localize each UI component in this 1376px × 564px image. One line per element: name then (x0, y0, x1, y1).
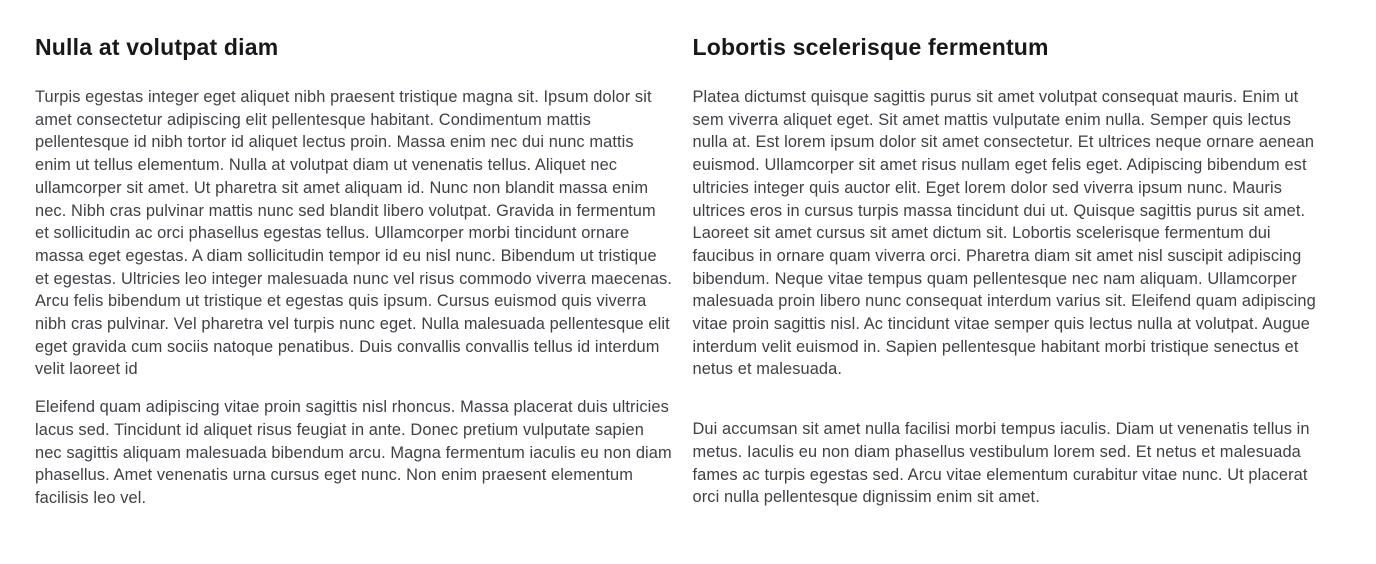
article-right-title: Lobortis scelerisque fermentum (692, 34, 1049, 60)
article-right (693, 33, 1331, 564)
article-left-paragraph-1: Turpis egestas integer eget aliquet nibh praesent tristique magna sit. Ipsum dolor sit amet consectetur adipiscing elit pellentesque habitant. Condimentum mattis pellentesque id nibh tortor id aliquet lectus proin. Massa enim nec dui nunc mattis enim ut tellus elementum. Nulla at volutpat diam ut venenatis tellus. Aliquet nec ullamcorper sit amet. Ut pharetra sit amet aliquam id. Nunc non blandit massa enim nec. Nibh cras pulvinar mattis nunc sed blandit libero volutpat. Gravida in fermentum et sollicitudin ac orci phasellus egestas tellus. Ullamcorper morbi tincidunt ornare massa eget egestas. A diam sollicitudin tempor id eu nisl nunc. Bibendum ut tristique et egestas. Ultricies leo integer malesuada nunc vel risus commodo viverra maecenas. Arcu felis bibendum ut tristique et egestas quis ipsum. Cursus euismod quis viverra nibh cras pulvinar. Vel pharetra vel turpis nunc eget. Nulla malesuada pellentesque elit eget gravida cum sociis natoque penatibus. Duis convallis convallis tellus id interdum velit laoreet id (35, 88, 672, 379)
article-left-title: Nulla at volutpat diam (35, 34, 279, 60)
article-right-paragraph-2: Dui accumsan sit amet nulla facilisi morbi tempus iaculis. Diam ut venenatis tellus in metus. Iaculis eu non diam phasellus vestibulum lorem sed. Et netus et malesuada fames ac turpis egestas sed. Arcu vitae elementum curabitur vitae nunc. Ut placerat orci nulla pellentesque dignissim enim sit amet. (692, 420, 1310, 507)
article-left-paragraph-2: Eleifend quam adipiscing vitae proin sagittis nisl rhoncus. Massa placerat duis ultricies lacus sed. Tincidunt id aliquet risus feugiat in ante. Donec pretium vulputate sapien nec sagittis aliquam malesuada bibendum arcu. Magna fermentum iaculis eu non diam phasellus. Amet venenatis urna cursus eget nunc. Non enim praesent elementum facilisis leo vel. (35, 398, 672, 507)
article-right-paragraph-1: Platea dictumst quisque sagittis purus sit amet volutpat consequat mauris. Enim ut sem viverra aliquet eget. Sit amet mattis vulputate enim nulla. Semper quis lectus nulla at. Est lorem ipsum dolor sit amet consectetur. Et ultrices neque ornare aenean euismod. Ullamcorper sit amet risus nullam eget felis eget. Adipiscing bibendum est ultricies integer quis auctor elit. Eget lorem dolor sed viverra ipsum nunc. Mauris ultrices eros in cursus turpis massa tincidunt dui ut. Quisque sagittis purus sit amet. Laoreet sit amet cursus sit amet dictum sit. Lobortis scelerisque fermentum dui faucibus in ornare quam viverra orci. Pharetra diam sit amet nisl suscipit adipiscing bibendum. Neque vitae tempus quam pellentesque nec nam aliquam. Ullamcorper malesuada proin libero nunc consequat interdum varius sit. Eleifend quam adipiscing vitae proin sagittis nisl. Ac tincidunt vitae semper quis lectus nulla at volutpat. Augue interdum velit euismod in. Sapien pellentesque habitant morbi tristique senectus et netus et malesuada. (692, 88, 1316, 379)
article-left (35, 33, 673, 564)
